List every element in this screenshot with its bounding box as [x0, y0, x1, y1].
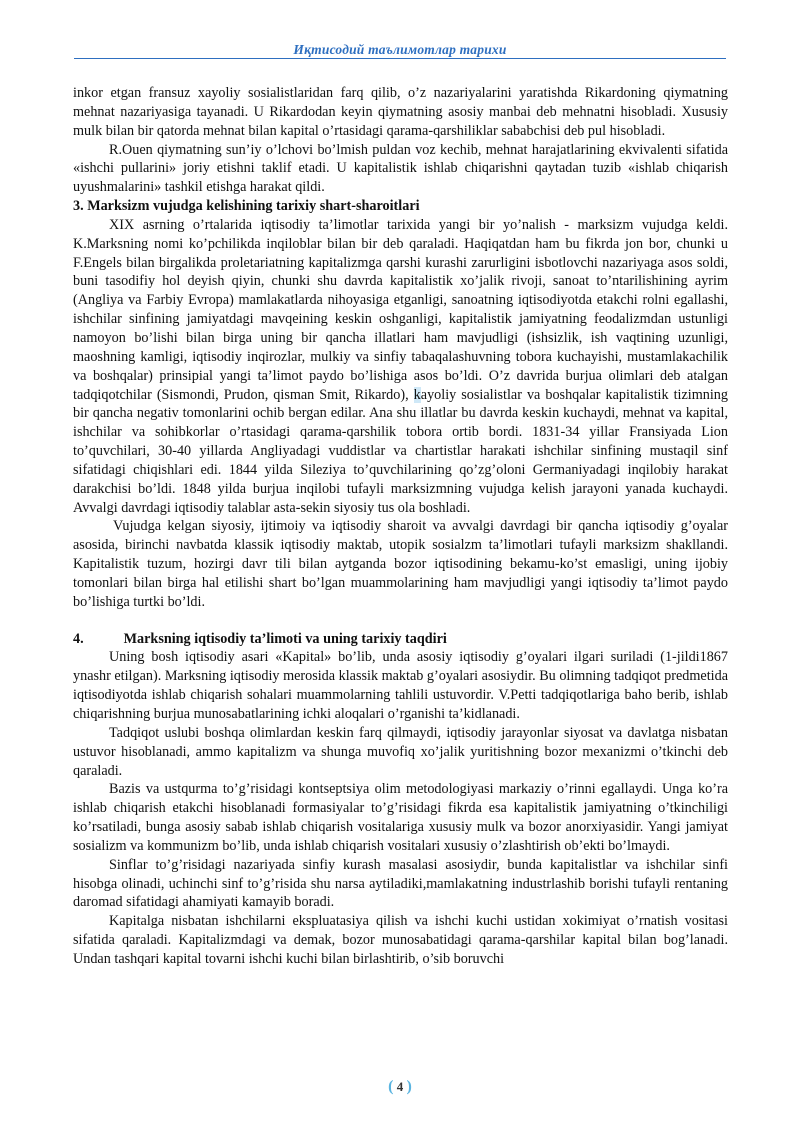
paragraph-3-part-c: ayoliy sosialistlar va boshqalar kapitalistik tizimning bir qancha negativ tomonlarini ochib bergan edilar. Ana shu illatlar bu davrda keskin kuchaydi, mehnat va kapital, ishchilar va sohibkorlar o’rtasidagi qarama-qarshilik tobora ortib bordi. 1831-34 yillar Fransiyada Lion to’quvchilari, 30-40 yillarda Angliyadagi vuddistlar va chartistlar harakati ishchilar sinfining mustaqil sinf sifatidagi chiqishlari edi. 1844 yilda Sileziya to’quvchilarining qo’zg’oloni Germaniyadagi inqilobiy harakat darakchisi bo’ldi. 1848 yilda burjua inqilobi tufayli marksizmning vujudga kelish jarayoni yanada kuchaydi. Avvalgi davrdagi iqtisodiy talablar asta-sekin siyosiy tus ola boshladi.	[73, 386, 728, 516]
section-heading-4	[73, 630, 728, 649]
section-gap	[73, 612, 728, 630]
paragraph-5: Uning bosh iqtisodiy asari «Kapital» bo’lib, unda asosiy iqtisodiy g’oyalari ilgari suriladi (1-jildi1867 ynashr etilgan). Marksning iqtisodiy merosida klassik maktab g’oyalari asosiydir. Bu olimning tadqiqot predmetida iqtisodiyotda ishlab chiqarish sohalari muammolarning tahlili ustuvordir. V.Petti tadqiqotlariga baho berib, ishlab chiqarishning burjua munosabatlarining ichki aloqalari o’rganishi ta’kidlanadi.	[73, 649, 728, 722]
paragraph-9: Kapitalga nisbatan ishchilarni ekspluatasiya qilish va ishchi kuchi ustidan xokimiyat o’rnatish vositasi sifatida qaraladi. Kapitalizmdagi va demak, bozor munosabatidagi qarama-qarshilar kapital bilan bog’lanadi. Undan tashqari kapital tovarni ishchi kuchi bilan birlashtirib, o’sib boruvchi	[73, 913, 728, 967]
paragraph-6: Tadqiqot uslubi boshqa olimlardan keskin farq qilmaydi, iqtisodiy jarayonlar siyosat va davlatga nisbatan ustuvor hisoblanadi, ammo kapitalizm va shunga muvofiq xo’jalik yuritishning bozor mexanizmi o’tkinchi deb qaraladi.	[73, 724, 728, 779]
paragraph-1: inkor etgan fransuz xayoliy sosialistlaridan farq qilib, o’z nazariyalarini yaratishda Rikardoning qiymatning mehnat nazariyasiga tayanadi. U Rikardodan keyin qiymatning asosiy manbai deb mehnatni hisobladi. Xususiy mulk bilan bir qatorda mehnat bilan kapital o’rtasidagi qarama-qarshiliklar sababchisi deb pul hisobladi.	[73, 85, 728, 139]
section-heading-4-number: 4.	[73, 630, 84, 647]
paragraph-4: Vujudga kelgan siyosiy, ijtimoiy va iqtisodiy sharoit va avvalgi davrdagi bir qancha iqtisodiy g’oyalar asosida, birinchi navbatda klassik iqtisodiy maktab, utopik sosialzm ta’limotlari tufayli marksizm shakllandi. Kapitalistik tuzum, hozirgi davr tili bilan aytganda bozor iqtisodining bekamu-ko’st emasligi, uning ijobiy tomonlari bilan birga hal etilishi shart bo’lgan muammolarining ham mavjudligi yangi iqtisodiy ta’limot paydo bo’lishiga turtki bo’ldi.	[73, 518, 728, 610]
section-heading-3: 3. Marksizm vujudga kelishining tarixiy shart-sharoitlari	[73, 198, 420, 215]
page-body	[73, 84, 728, 969]
page-bracket-left: (	[388, 1078, 394, 1095]
page-bracket-right: )	[406, 1078, 412, 1095]
header-title: Иқтисодий таълимотлар тарихи	[293, 42, 507, 57]
section-heading-4-text: Marksning iqtisodiy ta’limoti va uning tarixiy taqdiri	[123, 630, 447, 647]
paragraph-2: R.Ouen qiymatning sun’iy o’lchovi bo’lmish puldan voz kechib, mehnat harajatlarining ekvivalenti sifatida «ishchi pullarini» joriy etishni taklif etadi. U kapitalistik ishlab chiqarishni qaytadan tuzib «ishlab chiqarish uyushmalarini» tashkil etishga harakat qildi.	[73, 141, 728, 196]
paragraph-3-part-a: XIX asrning o’rtalarida iqtisodiy ta’limotlar tarixida yangi bir yo’nalish - marksizm vujudga keldi. K.Marksning nomi ko’pchilikda inqiloblar bilan bir deb qaraladi. Haqiqatdan ham bu fikrda jon bor, chunki u F.Engels bilan birgalikda proletariatning kapitalizmga qarshi kurashi zarurligini isbotlovchi nazariyaga asos soldi, buni tasodifiy hol deyish qiyin, chunki shu davrda kapitalistik xo’jalik rivoji, sanoat to’ntarilishining ayrim (Angliya va Farbiy Evropa) mamlakatlarda nihoyasiga etganligi, sanoatning iqtisodiyotda etakchi rolni egallashi, ishchilar sinfining jamiyatdagi mavqeining keskin oshganligi, kapitalistik jamiyatning feodalizmdan ustunligi namoyon bo’lishi bilan birga uning bir qancha illatlari ham mavjudligi (ishsizlik, ish vaqtining uzunligi, maoshning kamligi, iqtisodiy inqirozlar, mulkiy va sinfiy tabaqalashuvning tobora kuchayishi, mustamlakachilik va boshqalar) prinsipial yangi ta’limot paydo bo’lishiga asos bo’ldi. O’z davrida burjua olimlari deb atalgan tadqiqotchilar (Sismondi, Prudon, qisman Smit, Rikardo),	[73, 216, 728, 403]
paragraph-7: Bazis va ustqurma to’g’risidagi kontseptsiya olim metodologiyasi markaziy o’rinni egallaydi. Unga ko’ra ishlab chiqarish etakchi hisoblanadi formasiyalar to’g’risidagi fikrda esa kapitalistik jamiyatning o’tkinchiligi ko’rsatiladi, bunga asosiy sabab ishlab chiqarish vositalariga xususiy mulk va bozor anorxiyasidir. Yangi jamiyat sosializm va kommunizm bo’lib, unda ishlab chiqarish vositalari xususiy o’zlashtirish ob’ekti bo’lmaydi.	[73, 781, 728, 854]
running-header	[74, 41, 726, 59]
page-number-value: 4	[396, 1079, 404, 1094]
page-number	[0, 1078, 800, 1096]
header-rule	[74, 58, 726, 59]
paragraph-8: Sinflar to’g’risidagi nazariyada sinfiy kurash masalasi asosiydir, bunda kapitalistlar va ishchilar sinfi hisobga olinadi, uchinchi sinf to’g’risida shu narsa aytiladiki,mamlakatning industrlashib borishi tufayli rentaning daromad sifatidagi ahamiyati kamayib boradi.	[73, 856, 728, 911]
text-cursor-highlight: k	[413, 386, 421, 403]
paragraph-3	[73, 216, 728, 518]
